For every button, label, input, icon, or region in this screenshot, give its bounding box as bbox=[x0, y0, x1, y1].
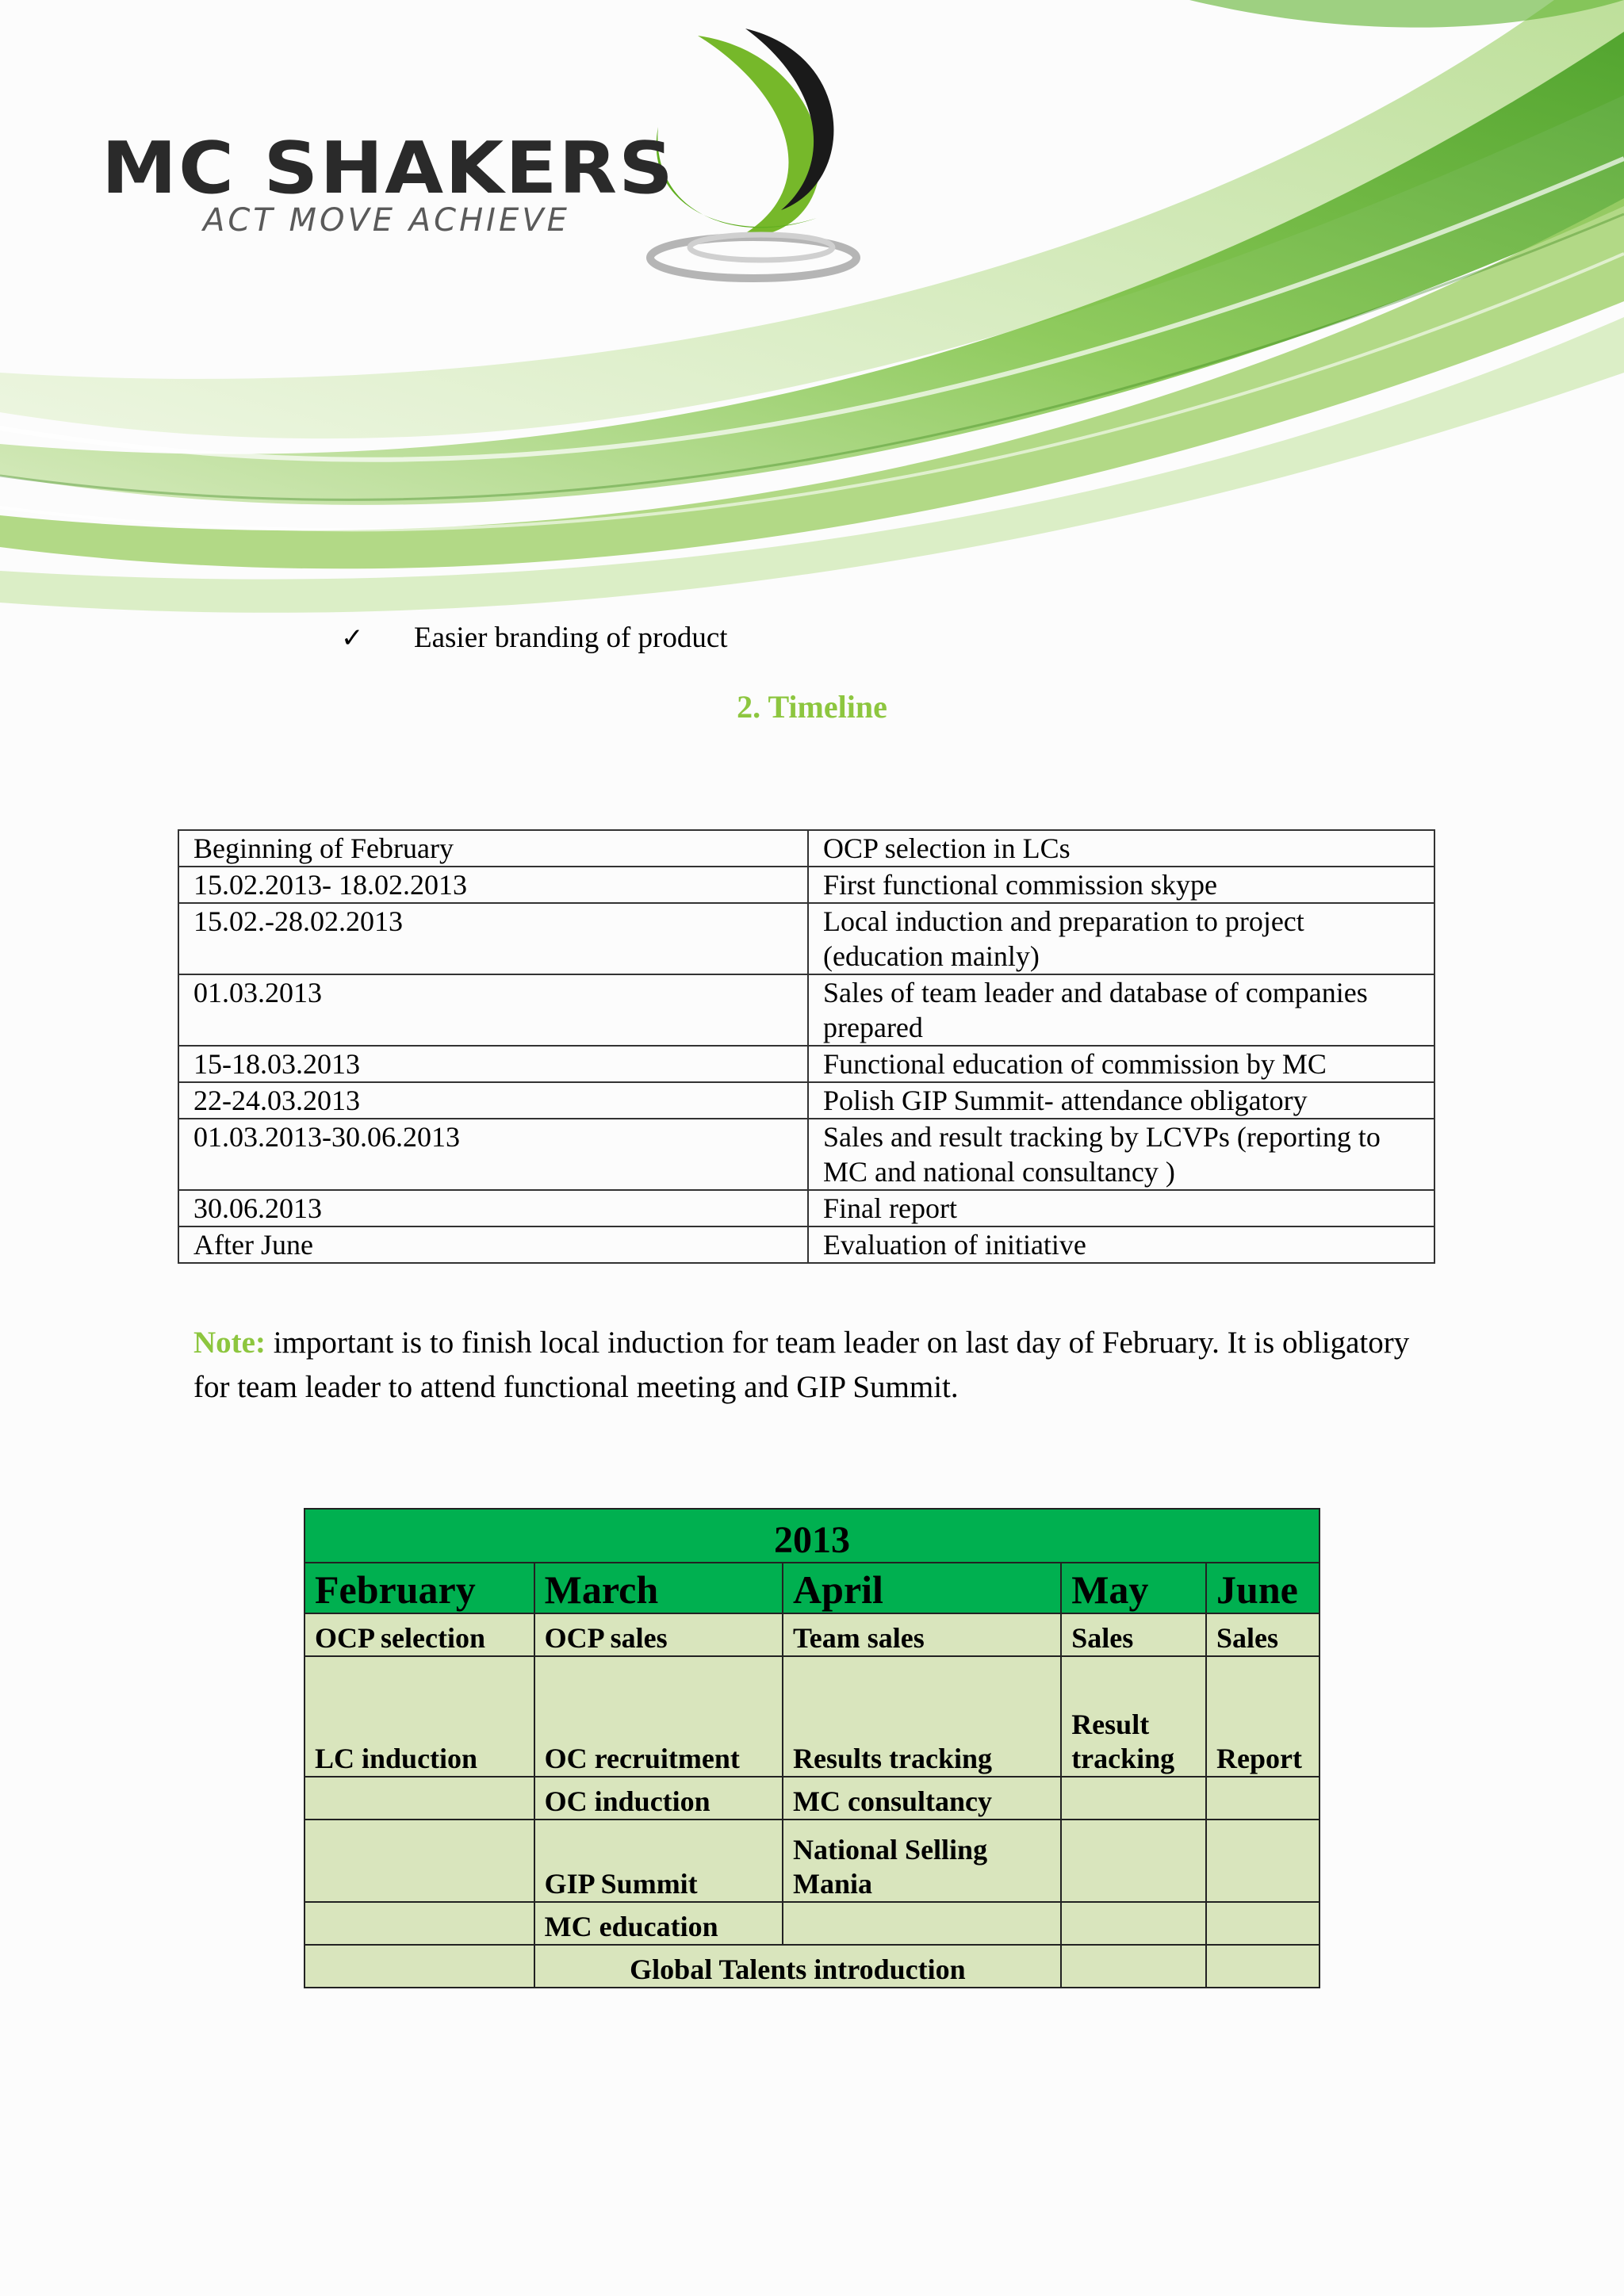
plan-cell bbox=[1061, 1945, 1206, 1988]
plan-cell: LC induction bbox=[304, 1656, 534, 1777]
timeline-date: 22-24.03.2013 bbox=[178, 1082, 808, 1119]
timeline-activity: First functional commission skype bbox=[808, 867, 1434, 903]
plan-cell bbox=[1206, 1777, 1320, 1820]
note-label: Note: bbox=[193, 1326, 266, 1360]
timeline-row bbox=[178, 1190, 1434, 1226]
plan-cell: OC induction bbox=[534, 1777, 783, 1820]
checkmark-icon: ✓ bbox=[341, 622, 364, 654]
timeline-date: 01.03.2013-30.06.2013 bbox=[178, 1119, 808, 1190]
plan-cell: Results tracking bbox=[783, 1656, 1061, 1777]
plan-cell: Team sales bbox=[783, 1613, 1061, 1656]
timeline-activity: Local induction and preparation to project (education mainly) bbox=[808, 903, 1434, 974]
timeline-row bbox=[178, 867, 1434, 903]
plan-month-header: June bbox=[1206, 1563, 1320, 1613]
plan-cell bbox=[304, 1902, 534, 1945]
plan-month-header: April bbox=[783, 1563, 1061, 1613]
plan-cell bbox=[1061, 1902, 1206, 1945]
timeline-row bbox=[178, 1046, 1434, 1082]
logo-mark bbox=[650, 29, 856, 278]
timeline-row bbox=[178, 903, 1434, 974]
timeline-row bbox=[178, 1226, 1434, 1263]
green-swoosh-graphic bbox=[0, 0, 1624, 626]
timeline-date: 15.02.-28.02.2013 bbox=[178, 903, 808, 974]
timeline-row bbox=[178, 1082, 1434, 1119]
plan-cell: MC education bbox=[534, 1902, 783, 1945]
timeline-activity: Functional education of commission by MC bbox=[808, 1046, 1434, 1082]
timeline-date: 01.03.2013 bbox=[178, 974, 808, 1046]
plan-cell: MC consultancy bbox=[783, 1777, 1061, 1820]
plan-cell: National Selling Mania bbox=[783, 1820, 1061, 1902]
logo-wordmark: MC SHAKERS bbox=[102, 127, 676, 210]
plan-cell bbox=[1061, 1777, 1206, 1820]
plan-cell bbox=[304, 1777, 534, 1820]
plan-cell: Report bbox=[1206, 1656, 1320, 1777]
note-text: important is to finish local induction for team leader on last day of February. It is obligatory for team leader to attend functional meeting and GIP Summit. bbox=[193, 1326, 1410, 1404]
plan-cell: OCP sales bbox=[534, 1613, 783, 1656]
plan-cell: OCP selection bbox=[304, 1613, 534, 1656]
timeline-activity: Sales of team leader and database of companies prepared bbox=[808, 974, 1434, 1046]
plan-cell: Sales bbox=[1206, 1613, 1320, 1656]
timeline-activity: Sales and result tracking by LCVPs (reporting to MC and national consultancy ) bbox=[808, 1119, 1434, 1190]
plan-cell bbox=[1061, 1820, 1206, 1902]
plan-month-header: May bbox=[1061, 1563, 1206, 1613]
plan-year: 2013 bbox=[304, 1509, 1320, 1563]
plan-cell: OC recruitment bbox=[534, 1656, 783, 1777]
plan-cell: GIP Summit bbox=[534, 1820, 783, 1902]
timeline-table bbox=[178, 829, 1435, 1264]
plan-cell: Result tracking bbox=[1061, 1656, 1206, 1777]
plan-cell bbox=[1206, 1945, 1320, 1988]
plan-cell bbox=[304, 1945, 534, 1988]
timeline-activity: OCP selection in LCs bbox=[808, 830, 1434, 867]
logo-tagline: ACT MOVE ACHIEVE bbox=[203, 202, 570, 239]
plan-cell-merged: Global Talents introduction bbox=[534, 1945, 1062, 1988]
plan-month-header: February bbox=[304, 1563, 534, 1613]
plan-cell bbox=[783, 1902, 1061, 1945]
bullet-text: Easier branding of product bbox=[414, 622, 728, 654]
bullet-item bbox=[341, 621, 728, 655]
timeline-date: Beginning of February bbox=[178, 830, 808, 867]
timeline-date: 30.06.2013 bbox=[178, 1190, 808, 1226]
header-banner bbox=[0, 0, 1624, 626]
plan-cell bbox=[1206, 1902, 1320, 1945]
timeline-row bbox=[178, 830, 1434, 867]
timeline-date: 15-18.03.2013 bbox=[178, 1046, 808, 1082]
plan-2013-table bbox=[304, 1508, 1320, 1988]
timeline-activity: Polish GIP Summit- attendance obligatory bbox=[808, 1082, 1434, 1119]
plan-cell bbox=[1206, 1820, 1320, 1902]
plan-cell: Sales bbox=[1061, 1613, 1206, 1656]
timeline-activity: Evaluation of initiative bbox=[808, 1226, 1434, 1263]
timeline-date: 15.02.2013- 18.02.2013 bbox=[178, 867, 808, 903]
timeline-date: After June bbox=[178, 1226, 808, 1263]
section-title: 2. Timeline bbox=[737, 689, 887, 725]
timeline-row bbox=[178, 1119, 1434, 1190]
timeline-activity: Final report bbox=[808, 1190, 1434, 1226]
plan-cell bbox=[304, 1820, 534, 1902]
timeline-row bbox=[178, 974, 1434, 1046]
note-paragraph bbox=[193, 1321, 1431, 1410]
plan-month-header: March bbox=[534, 1563, 783, 1613]
